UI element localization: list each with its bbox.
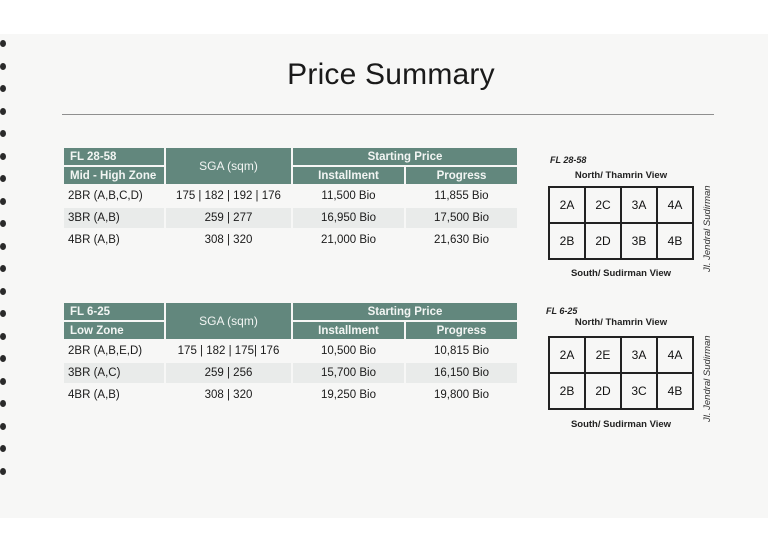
installment-price: 10,500 Bio [293, 341, 404, 361]
progress-price: 11,855 Bio [406, 186, 517, 206]
binding-ring [0, 130, 6, 137]
unit-type: 3BR (A,B) [64, 208, 164, 228]
starting-price-header: Starting Price [293, 148, 517, 165]
installment-price: 19,250 Bio [293, 385, 404, 405]
unit-type: 3BR (A,C) [64, 363, 164, 383]
north-view-label: North/ Thamrin View [574, 170, 668, 181]
floor-plan-grid [548, 186, 694, 260]
sga-value: 175 | 182 | 192 | 176 [166, 186, 291, 206]
unit-cell: 3A [621, 187, 657, 223]
binding-ring [0, 175, 6, 182]
binding-ring [0, 378, 6, 385]
progress-header: Progress [406, 322, 517, 339]
zone-header: Mid - High Zone [64, 167, 164, 184]
sga-value: 259 | 277 [166, 208, 291, 228]
north-view-label: North/ Thamrin View [574, 317, 668, 328]
south-view-label: South/ Sudirman View [570, 268, 672, 279]
binding-ring [0, 310, 6, 317]
unit-cell: 3C [621, 373, 657, 409]
progress-price: 21,630 Bio [406, 230, 517, 250]
binding-ring [0, 198, 6, 205]
table-row [64, 341, 517, 361]
installment-price: 11,500 Bio [293, 186, 404, 206]
unit-cell: 4A [657, 187, 693, 223]
floor-range-header: FL 6-25 [64, 303, 164, 320]
binding-ring [0, 265, 6, 272]
starting-price-header: Starting Price [293, 303, 517, 320]
sga-header: SGA (sqm) [166, 303, 291, 339]
zone-header: Low Zone [64, 322, 164, 339]
table-row [64, 208, 517, 228]
unit-cell: 2A [549, 337, 585, 373]
unit-cell: 2B [549, 373, 585, 409]
street-label: Jl. Jendral Sudirman [702, 185, 713, 272]
binding-ring [0, 333, 6, 340]
sga-header: SGA (sqm) [166, 148, 291, 184]
sga-value: 308 | 320 [166, 385, 291, 405]
page-title: Price Summary [287, 58, 495, 91]
binding-ring [0, 468, 6, 475]
installment-header: Installment [293, 322, 404, 339]
south-view-label: South/ Sudirman View [570, 419, 672, 430]
unit-cell: 3B [621, 223, 657, 259]
installment-header: Installment [293, 167, 404, 184]
progress-price: 10,815 Bio [406, 341, 517, 361]
installment-price: 15,700 Bio [293, 363, 404, 383]
progress-header: Progress [406, 167, 517, 184]
binding-ring [0, 108, 6, 115]
floor-plan-grid [548, 336, 694, 410]
unit-type: 2BR (A,B,E,D) [64, 341, 164, 361]
title-divider [62, 114, 714, 115]
installment-price: 21,000 Bio [293, 230, 404, 250]
installment-price: 16,950 Bio [293, 208, 404, 228]
unit-cell: 2E [585, 337, 621, 373]
floor-range-header: FL 28-58 [64, 148, 164, 165]
unit-cell: 4A [657, 337, 693, 373]
progress-price: 19,800 Bio [406, 385, 517, 405]
progress-price: 17,500 Bio [406, 208, 517, 228]
unit-cell: 4B [657, 373, 693, 409]
binding-ring [0, 288, 6, 295]
progress-price: 16,150 Bio [406, 363, 517, 383]
spiral-binding [0, 40, 8, 480]
unit-type: 2BR (A,B,C,D) [64, 186, 164, 206]
binding-ring [0, 220, 6, 227]
binding-ring [0, 445, 6, 452]
sga-value: 175 | 182 | 175| 176 [166, 341, 291, 361]
unit-cell: 2D [585, 223, 621, 259]
unit-type: 4BR (A,B) [64, 385, 164, 405]
unit-type: 4BR (A,B) [64, 230, 164, 250]
unit-cell: 2C [585, 187, 621, 223]
binding-ring [0, 153, 6, 160]
table-row [64, 363, 517, 383]
price-table-high-zone [62, 146, 519, 252]
unit-cell: 3A [621, 337, 657, 373]
binding-ring [0, 243, 6, 250]
street-label: Jl. Jendral Sudirman [702, 335, 713, 422]
binding-ring [0, 423, 6, 430]
unit-cell: 4B [657, 223, 693, 259]
unit-cell: 2B [549, 223, 585, 259]
plan-floor-label: FL 6-25 [546, 306, 578, 316]
unit-cell: 2D [585, 373, 621, 409]
table-row [64, 230, 517, 250]
sga-value: 259 | 256 [166, 363, 291, 383]
table-row [64, 385, 517, 405]
price-table-low-zone [62, 301, 519, 407]
sga-value: 308 | 320 [166, 230, 291, 250]
binding-ring [0, 355, 6, 362]
unit-cell: 2A [549, 187, 585, 223]
table-row [64, 186, 517, 206]
plan-floor-label: FL 28-58 [550, 155, 587, 165]
binding-ring [0, 40, 6, 47]
binding-ring [0, 400, 6, 407]
